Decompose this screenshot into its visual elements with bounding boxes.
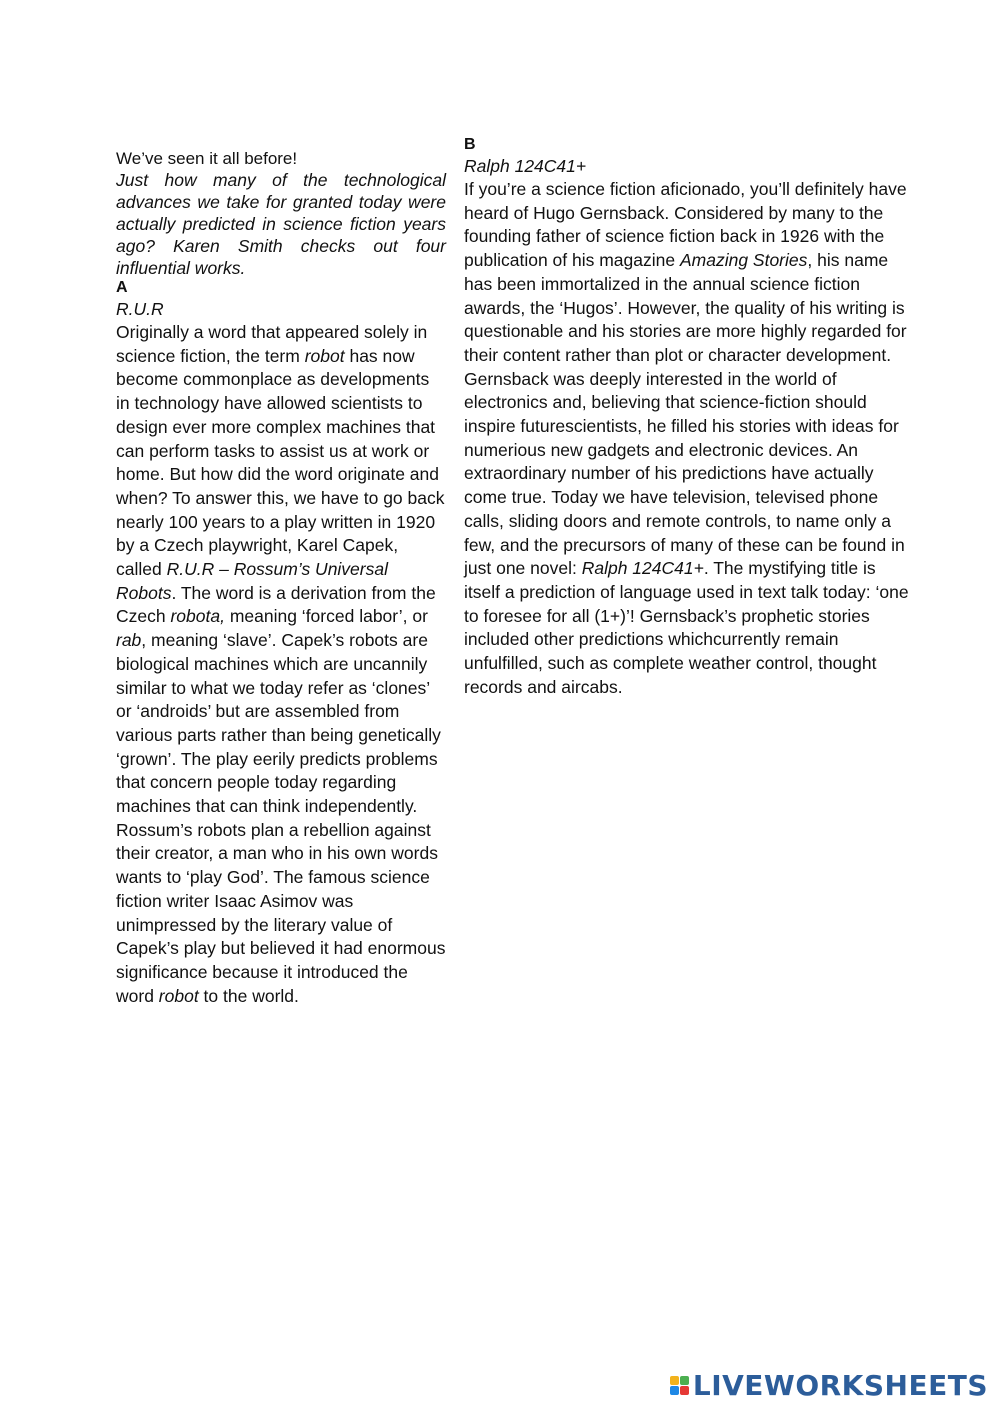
- section-a-title: R.U.R: [116, 299, 164, 319]
- section-a-body: [116, 321, 446, 1008]
- term-rab: rab: [116, 630, 142, 651]
- section-b-body: [464, 178, 910, 699]
- liveworksheets-watermark: [670, 1369, 988, 1402]
- left-column: [116, 136, 446, 1008]
- logo-square-green: [680, 1376, 689, 1385]
- text-span: meaning ‘forced labor’, or: [224, 606, 428, 627]
- text-span: . The mystifying title is itself a prediction of language used in text talk today: ‘one to foresee for all (1+)’! Gernsback’s prophetic stories included other predictions whichcurrently remain unfulfilled, such as complete weather control, thought records and aircabs.: [464, 558, 909, 697]
- term-robot-end: robot: [158, 985, 199, 1006]
- text-span: , his name has been immortalized in the annual science fiction awards, the ‘Hugos’. However, the quality of his writing is questionable and his stories are more highly regarded for their content rather than plot or character development. Gernsback was deeply interested in the world of electronics and, believing that science-fiction should inspire futurescientists, he filled his stories with ideas for numerious new gadgets and electronic devices. An extraordinary number of his predictions have actually come true. Today we have television, televised phone calls, sliding doors and remote controls, to name only a few, and the precursors of many of these can be found in just one novel:: [464, 250, 907, 579]
- play-title: R.U.R – Rossum’s Universal Robots: [116, 559, 388, 603]
- text-span: to the world.: [198, 985, 299, 1006]
- article-headline: We’ve seen it all before!: [116, 149, 298, 168]
- article-intro: Just how many of the technological advances we take for granted today were actually predicted in science fiction years ago? Karen Smith checks out four influential works.: [116, 170, 446, 278]
- magazine-title: Amazing Stories: [679, 250, 808, 271]
- section-b-title: Ralph 124C41+: [464, 156, 587, 176]
- right-column: [464, 136, 910, 699]
- section-a-letter: A: [116, 279, 128, 296]
- logo-square-red: [680, 1386, 689, 1395]
- logo-square-blue: [670, 1386, 679, 1395]
- text-span: If you’re a science fiction aficionado, you’ll definitely have heard of Hugo Gernsback. Considered by many to the founding father of science fiction back in 1926 with the publication of his magazine: [464, 179, 907, 271]
- logo-square-yellow: [670, 1376, 679, 1385]
- spacer: [116, 136, 446, 148]
- term-robot: robot: [304, 345, 345, 366]
- watermark-text: LIVEWORKSHEETS: [692, 1369, 988, 1402]
- text-span: has now become commonplace as developments in technology have allowed scientists to design ever more complex machines that can perform tasks to assist us at work or home. But how did the word originate and when? To answer this, we have to go back nearly 100 years to a play written in 1920 by a Czech playwright, Karel Capek, called: [116, 345, 445, 580]
- novel-title: Ralph 124C41+: [581, 558, 704, 579]
- section-b-letter: B: [464, 136, 476, 153]
- term-robota: robota,: [170, 606, 225, 627]
- text-span: . The word is a derivation from the Czech: [116, 582, 436, 627]
- liveworksheets-logo-icon: [670, 1376, 689, 1395]
- text-span: , meaning ‘slave’. Capek’s robots are biological machines which are uncannily similar to what we today refer as ‘clones’ or ‘androids’ but are assembled from various parts rather than being genetically ‘grown’. The play eerily predicts problems that concern people today regarding machines that can think independently. Rossum’s robots plan a rebellion against their creator, a man who in his own words wants to ‘play God’. The famous science fiction writer Isaac Asimov was unimpressed by the literary value of Capek’s play but believed it had enormous significance because it introduced the word: [116, 630, 446, 1006]
- text-span: Originally a word that appeared solely in science fiction, the term: [116, 322, 428, 366]
